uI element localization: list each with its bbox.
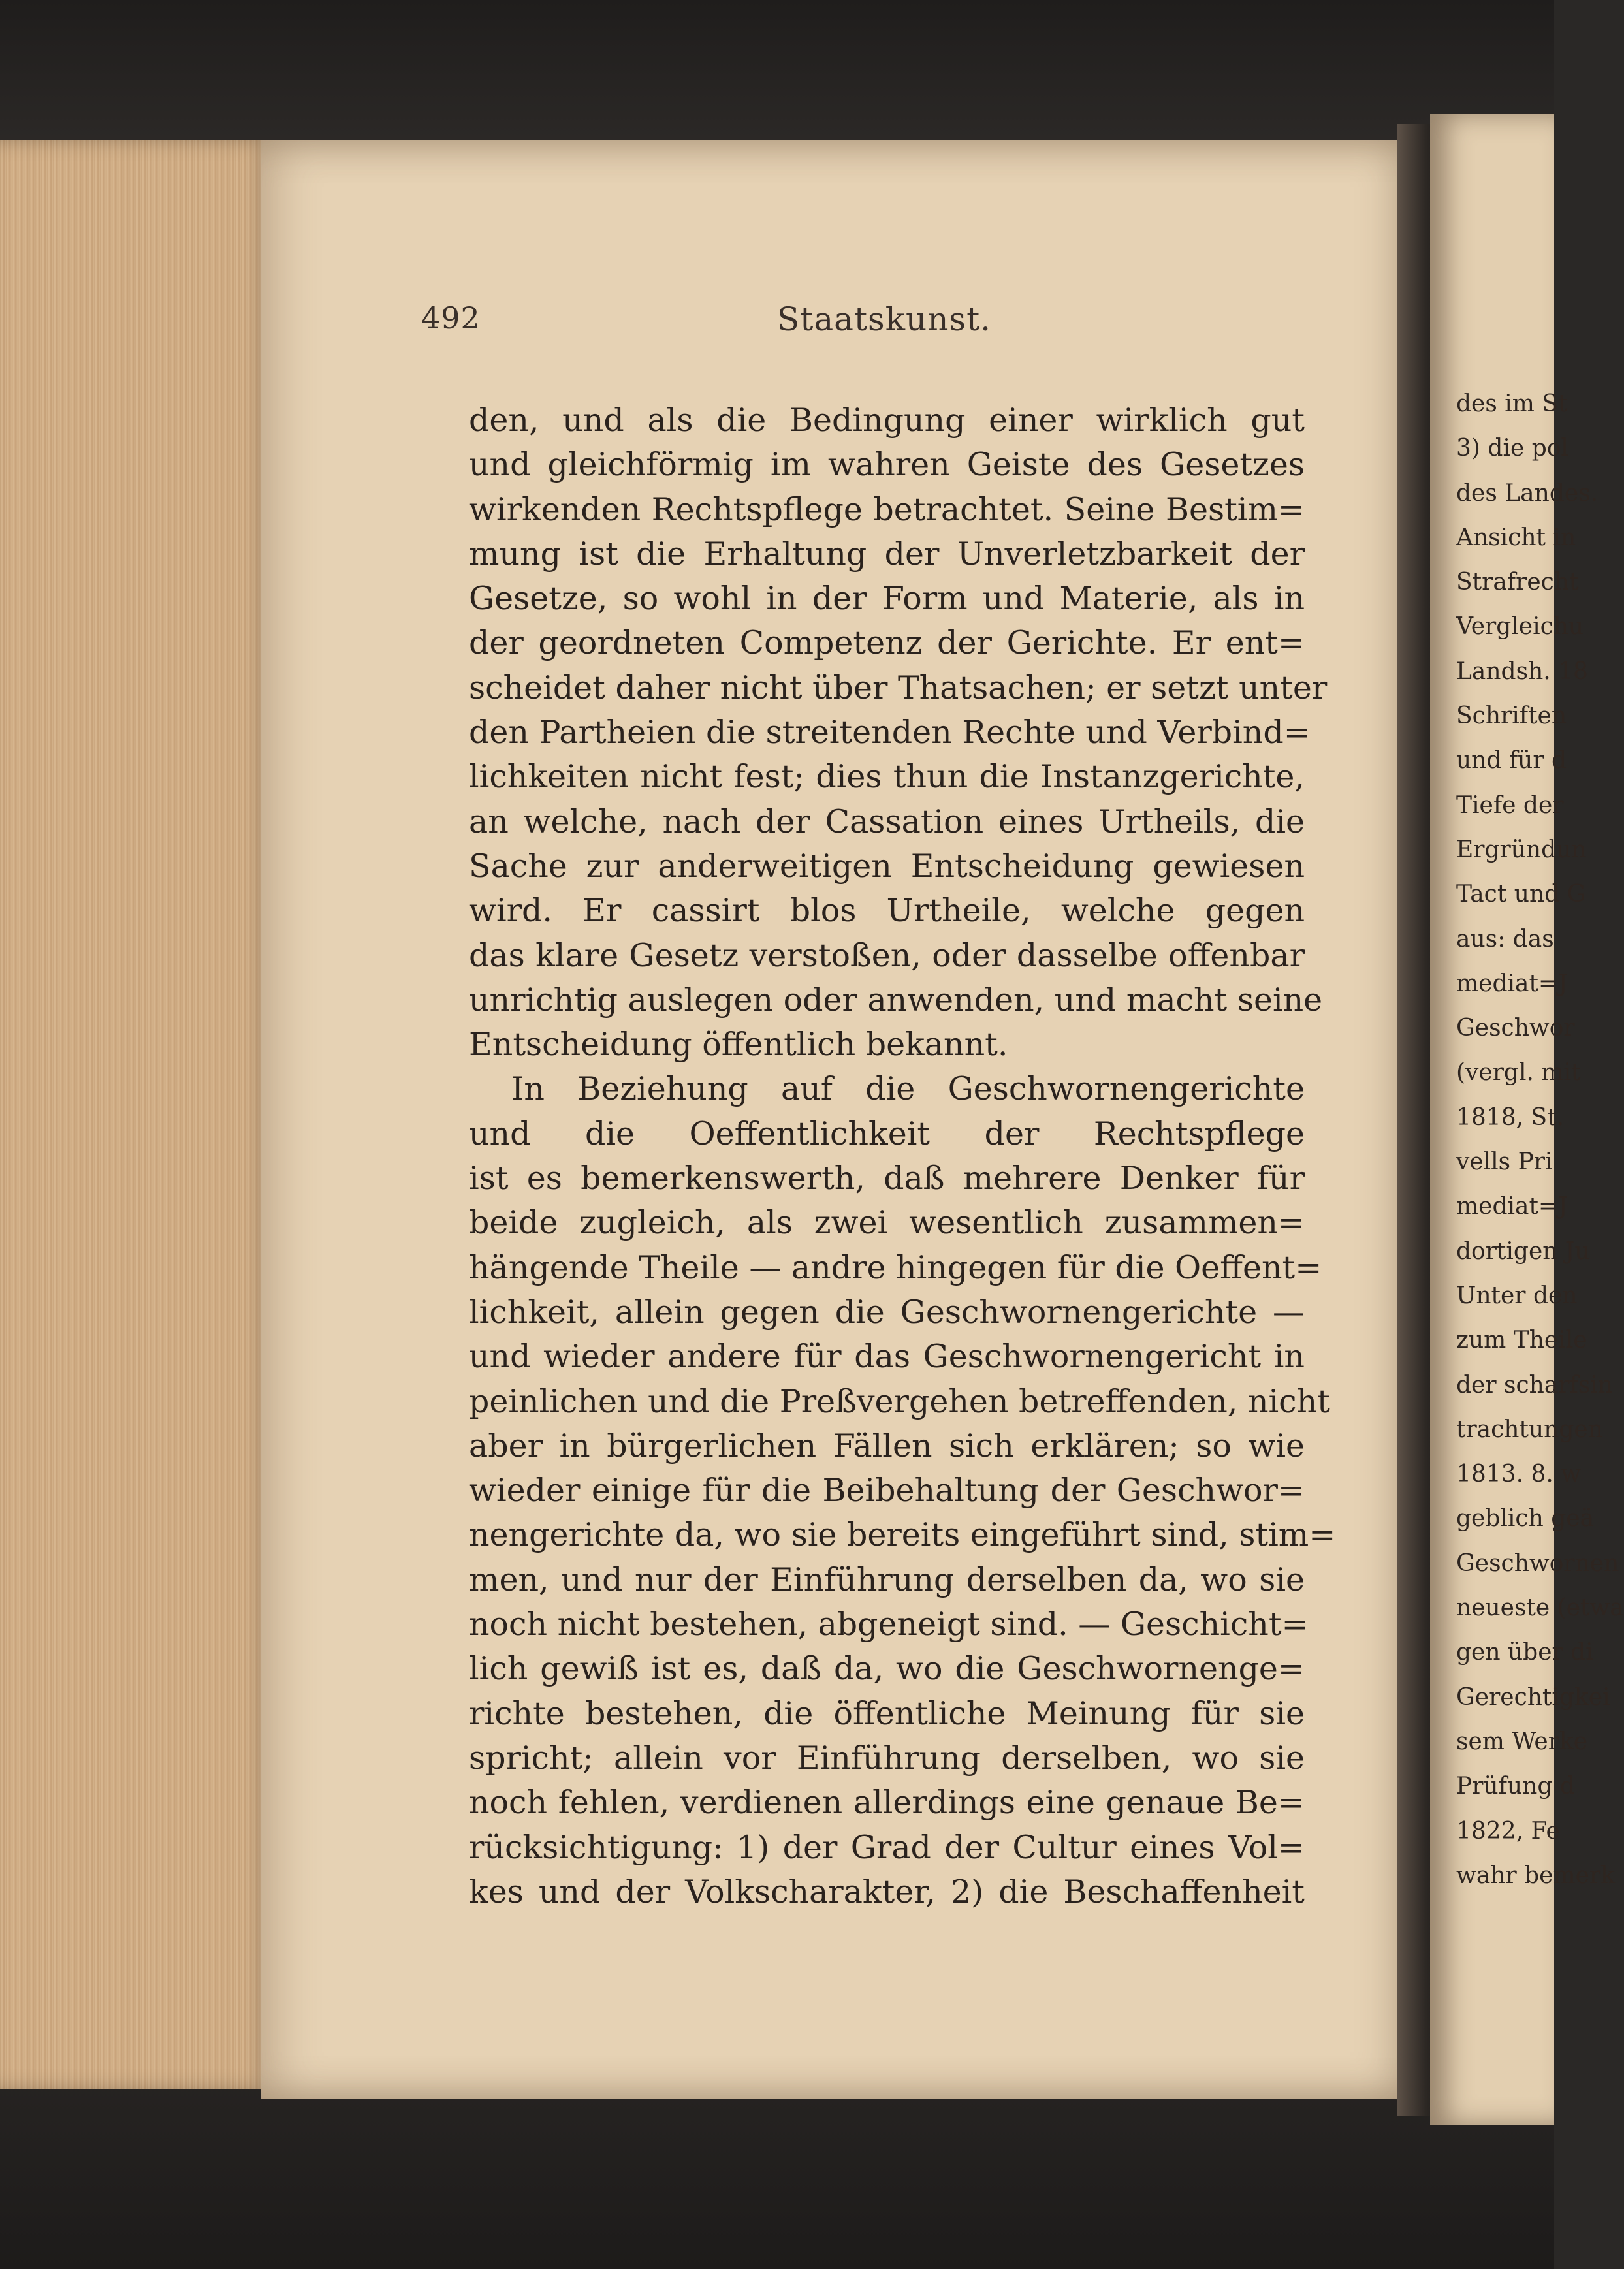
running-head: Staatskunst.	[777, 300, 992, 338]
facing-text-line: wahr bemerk	[1456, 1862, 1615, 1889]
facing-text-line: und für d	[1456, 747, 1567, 774]
facing-text-line: vells Pri	[1456, 1149, 1553, 1176]
page-number: 492	[421, 300, 481, 336]
text-line: wird. Er cassirt blos Urtheile, welche gegen	[469, 892, 1305, 930]
text-line: hängende Theile — andre hingegen für die Oeffent=	[469, 1248, 1322, 1286]
facing-text-line: Geschwor	[1456, 1015, 1575, 1042]
page-header	[421, 287, 1303, 346]
facing-text-line: Geschwornen	[1456, 1549, 1619, 1577]
facing-text-line: sem Werke	[1456, 1728, 1588, 1755]
facing-text-line: Gerechtigkei	[1456, 1683, 1610, 1711]
facing-text-line: (vergl. mit	[1456, 1059, 1581, 1087]
facing-text-line: trachtungen	[1456, 1416, 1603, 1443]
facing-text-line: des im St	[1456, 390, 1568, 417]
facing-text-line: Ergründun	[1456, 836, 1587, 863]
facing-text-line: des Landes.	[1456, 479, 1599, 507]
facing-text-line: dortigen Ju	[1456, 1237, 1590, 1265]
facing-page-text	[1456, 382, 1624, 1898]
facing-text-line: Ansicht in	[1456, 524, 1576, 551]
text-line: spricht; allein vor Einführung derselben, wo sie	[469, 1739, 1305, 1777]
facing-text-line: gen über di	[1456, 1639, 1593, 1666]
text-line: der geordneten Competenz der Gerichte. Er ent=	[469, 624, 1305, 662]
text-line: rücksichtigung: 1) der Grad der Cultur eines Vol=	[469, 1828, 1305, 1866]
facing-text-line: Tiefe der	[1456, 791, 1564, 819]
facing-text-line: 1813. 8. w	[1456, 1461, 1582, 1488]
text-line: wieder einige für die Beibehaltung der Geschwor=	[469, 1472, 1305, 1510]
facing-text-line: mediat=J	[1456, 1193, 1568, 1220]
text-line: das klare Gesetz verstoßen, oder dasselbe offenbar	[469, 936, 1305, 974]
facing-text-line: Strafrecht	[1456, 569, 1579, 596]
page-block-edge	[0, 140, 274, 2089]
text-line: ist es bemerkenswerth, daß mehrere Denker für	[469, 1160, 1305, 1198]
body-text	[469, 398, 1336, 1914]
facing-text-line: neueste (etwa	[1456, 1595, 1624, 1622]
text-line: lichkeit, allein gegen die Geschwornengerichte —	[469, 1293, 1305, 1331]
facing-text-line: zum Theile	[1456, 1327, 1587, 1354]
facing-text-line: 1822, Fe	[1456, 1817, 1560, 1845]
facing-text-line: Prüfung d	[1456, 1773, 1575, 1800]
text-line: und wieder andere für das Geschwornengericht in	[469, 1338, 1305, 1376]
text-line: den Partheien die streitenden Rechte und Verbind=	[469, 714, 1311, 752]
facing-text-line: Unter den	[1456, 1282, 1578, 1309]
text-line: nengerichte da, wo sie bereits eingeführt sind, stim=	[469, 1516, 1336, 1554]
text-line: unrichtig auslegen oder anwenden, und macht seine	[469, 981, 1323, 1019]
facing-text-line: mediat=J	[1456, 970, 1568, 997]
facing-text-line: 1818, St.	[1456, 1103, 1565, 1131]
text-line: noch nicht bestehen, abgeneigt sind. — Geschicht=	[469, 1606, 1309, 1643]
text-line: und gleichförmig im wahren Geiste des Gesetzes	[469, 446, 1305, 484]
facing-text-line: Vergleichu	[1456, 613, 1584, 641]
text-line: peinlichen und die Preßvergehen betreffenden, nicht	[469, 1382, 1330, 1420]
text-line: richte bestehen, die öffentliche Meinung für sie	[469, 1694, 1305, 1732]
text-line: den, und als die Bedingung einer wirklich gut	[469, 402, 1305, 439]
facing-text-line: der scharfsin	[1456, 1371, 1613, 1399]
text-line: mung ist die Erhaltung der Unverletzbarkeit der	[469, 535, 1305, 573]
text-line: Gesetze, so wohl in der Form und Materie, als in	[469, 580, 1305, 618]
text-line: wirkenden Rechtspflege betrachtet. Seine Bestim=	[469, 490, 1305, 528]
text-line: scheidet daher nicht über Thatsachen; er setzt unter	[469, 669, 1328, 706]
backdrop-top	[0, 0, 1554, 150]
text-line: In Beziehung auf die Geschwornengerichte	[511, 1070, 1305, 1108]
text-line: men, und nur der Einführung derselben da, wo sie	[469, 1561, 1305, 1598]
text-line: an welche, nach der Cassation eines Urtheils, die	[469, 802, 1305, 840]
text-line: beide zugleich, als zwei wesentlich zusammen=	[469, 1204, 1305, 1242]
text-line: aber in bürgerlichen Fällen sich erklären; so wie	[469, 1427, 1305, 1465]
facing-text-line: 3) die pol	[1456, 435, 1568, 462]
facing-text-line: Schriften	[1456, 703, 1567, 730]
facing-text-line: geblich geä	[1456, 1505, 1595, 1532]
facing-text-line: Landsh. 18	[1456, 658, 1588, 685]
text-line: kes und der Volkscharakter, 2) die Beschaffenheit	[469, 1873, 1305, 1911]
text-line: lichkeiten nicht fest; dies thun die Instanzgerichte,	[469, 758, 1305, 796]
facing-text-line: Tact und G	[1456, 881, 1586, 908]
text-line: und die Oeffentlichkeit der Rechtspflege	[469, 1115, 1305, 1152]
text-line: noch fehlen, verdienen allerdings eine genaue Be=	[469, 1784, 1305, 1822]
text-line: lich gewiß ist es, daß da, wo die Geschwornenge=	[469, 1650, 1305, 1688]
text-line: Entscheidung öffentlich bekannt.	[469, 1026, 1008, 1064]
facing-text-line: aus: das	[1456, 925, 1554, 953]
text-line: Sache zur anderweitigen Entscheidung gewiesen	[469, 847, 1305, 885]
